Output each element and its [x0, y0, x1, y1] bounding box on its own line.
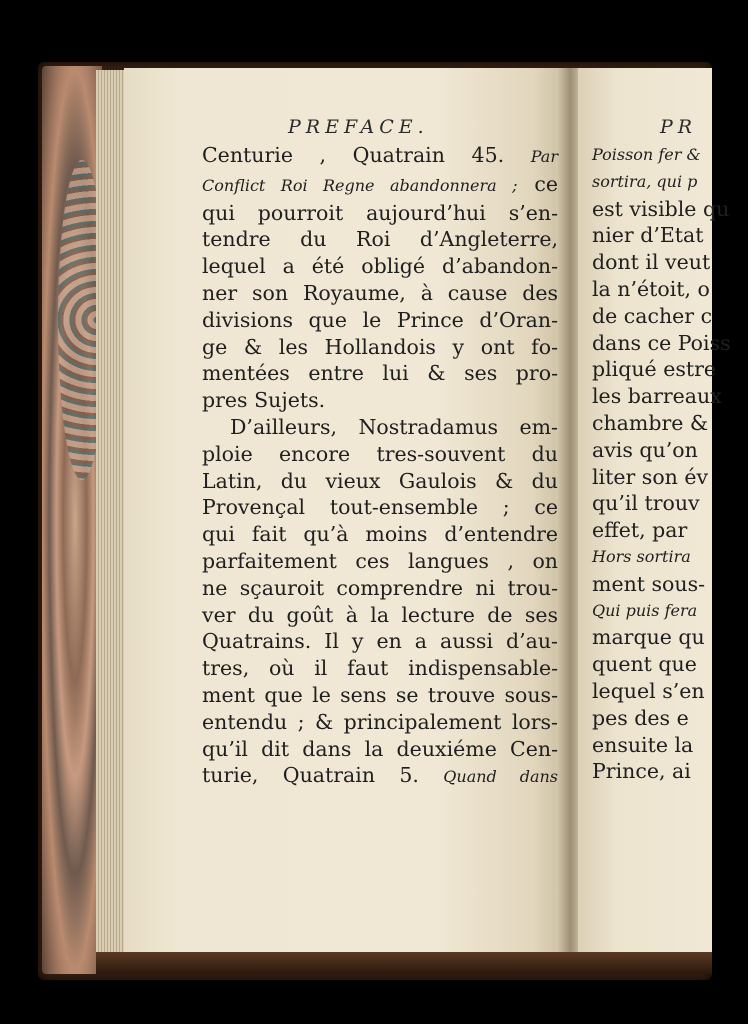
text-line: pes des e: [592, 705, 689, 730]
left-page-text: [202, 142, 558, 791]
line-text: D’ailleurs, Nostradamus em-: [230, 414, 558, 439]
text-line: avis qu’on: [592, 437, 698, 462]
text-line: ensuite la: [592, 732, 694, 757]
line-text: ne sçauroit comprendre ni trou-: [202, 575, 558, 600]
text-line: [202, 171, 558, 200]
text-line: la n’étoit, o: [592, 276, 710, 301]
running-header-left: PREFACE.: [288, 116, 429, 138]
text-line: Qui puis fera: [592, 600, 698, 620]
text-line: chambre &: [592, 410, 709, 435]
line-text: qui fait qu’à moins d’entendre: [202, 522, 558, 547]
text-line: [202, 226, 558, 253]
text-line: [202, 521, 558, 548]
line-text: qui pourroit aujourd’hui s’en-: [202, 200, 558, 225]
line-text: tendre du Roi d’Angleterre,: [202, 227, 558, 252]
text-line: marque qu: [592, 625, 705, 650]
text-line: [202, 709, 558, 736]
line-text: mentées entre lui & ses pro-: [202, 361, 558, 386]
line-text: ge & les Hollandois y ont fo-: [202, 334, 558, 359]
text-line: [202, 655, 558, 682]
text-line: [202, 387, 558, 414]
text-line: ment sous-: [592, 571, 706, 596]
text-line: de cacher c: [592, 303, 713, 328]
text-line: [202, 575, 558, 602]
text-line: [202, 548, 558, 575]
text-line: [202, 200, 558, 227]
italic-phrase: Conflict Roi Regne abandonnera ;: [202, 175, 518, 195]
line-text: ploie encore tres-souvent du: [202, 441, 558, 466]
text-line: [202, 441, 558, 468]
running-header-right: PR: [660, 116, 698, 138]
line-text: entendu ; & principalement lors-: [202, 709, 558, 734]
text-line: [202, 494, 558, 521]
line-text: Provençal tout-ensemble ; ce: [202, 495, 558, 520]
text-line: les barreaux: [592, 384, 722, 409]
line-text: Quatrains. Il y en a aussi d’au-: [202, 629, 558, 654]
text-line: quent que: [592, 652, 697, 677]
text-line: effet, par: [592, 518, 688, 543]
line-text: lequel a été obligé d’abandon-: [202, 254, 558, 279]
text-line: [202, 468, 558, 495]
text-line: dont il veut: [592, 250, 711, 275]
text-line: dans ce Poiss: [592, 330, 731, 355]
text-line: qu’il trouv: [592, 491, 700, 516]
line-text: pres Sujets.: [202, 388, 326, 413]
text-line: [202, 628, 558, 655]
text-line: sortira, qui p: [592, 171, 698, 191]
line-text: turie, Quatrain 5.: [202, 763, 419, 788]
text-line: [202, 602, 558, 629]
text-line: [202, 762, 558, 791]
italic-phrase: Quand dans: [443, 767, 558, 787]
line-text: Latin, du vieux Gaulois & du: [202, 468, 558, 493]
line-text: qu’il dit dans la deuxiéme Cen-: [202, 736, 558, 761]
text-line: [202, 736, 558, 763]
text-line: [202, 682, 558, 709]
text-line: Prince, ai: [592, 759, 691, 784]
italic-phrase: Par: [530, 147, 558, 166]
text-line: nier d’Etat: [592, 223, 704, 248]
text-line: [202, 360, 558, 387]
text-line: est visible qu: [592, 196, 730, 221]
text-line: [202, 280, 558, 307]
line-text: ver du goût à la lecture de ses: [202, 602, 558, 627]
line-text: tres, où il faut indispensable-: [202, 656, 558, 681]
text-line: pliqué estre: [592, 357, 717, 382]
line-text: ce: [517, 171, 558, 196]
line-text: divisions que le Prince d’Oran-: [202, 307, 558, 332]
bottom-cover-edge: [96, 952, 712, 974]
text-line: liter son év: [592, 464, 709, 489]
text-line: [202, 142, 558, 171]
text-line: [202, 414, 558, 441]
right-page-text: [592, 142, 748, 785]
line-text: ner son Royaume, à cause des: [202, 280, 558, 305]
text-line: Poisson fer &: [592, 145, 701, 164]
line-text: parfaitement ces langues , on: [202, 548, 558, 573]
text-line: [202, 307, 558, 334]
line-text: ment que le sens se trouve sous-: [202, 682, 558, 707]
text-line: lequel s’en: [592, 678, 705, 703]
text-line: [202, 334, 558, 361]
text-line: [202, 253, 558, 280]
line-text: Centurie , Quatrain 45.: [202, 143, 505, 167]
text-line: Hors sortira: [592, 546, 691, 566]
